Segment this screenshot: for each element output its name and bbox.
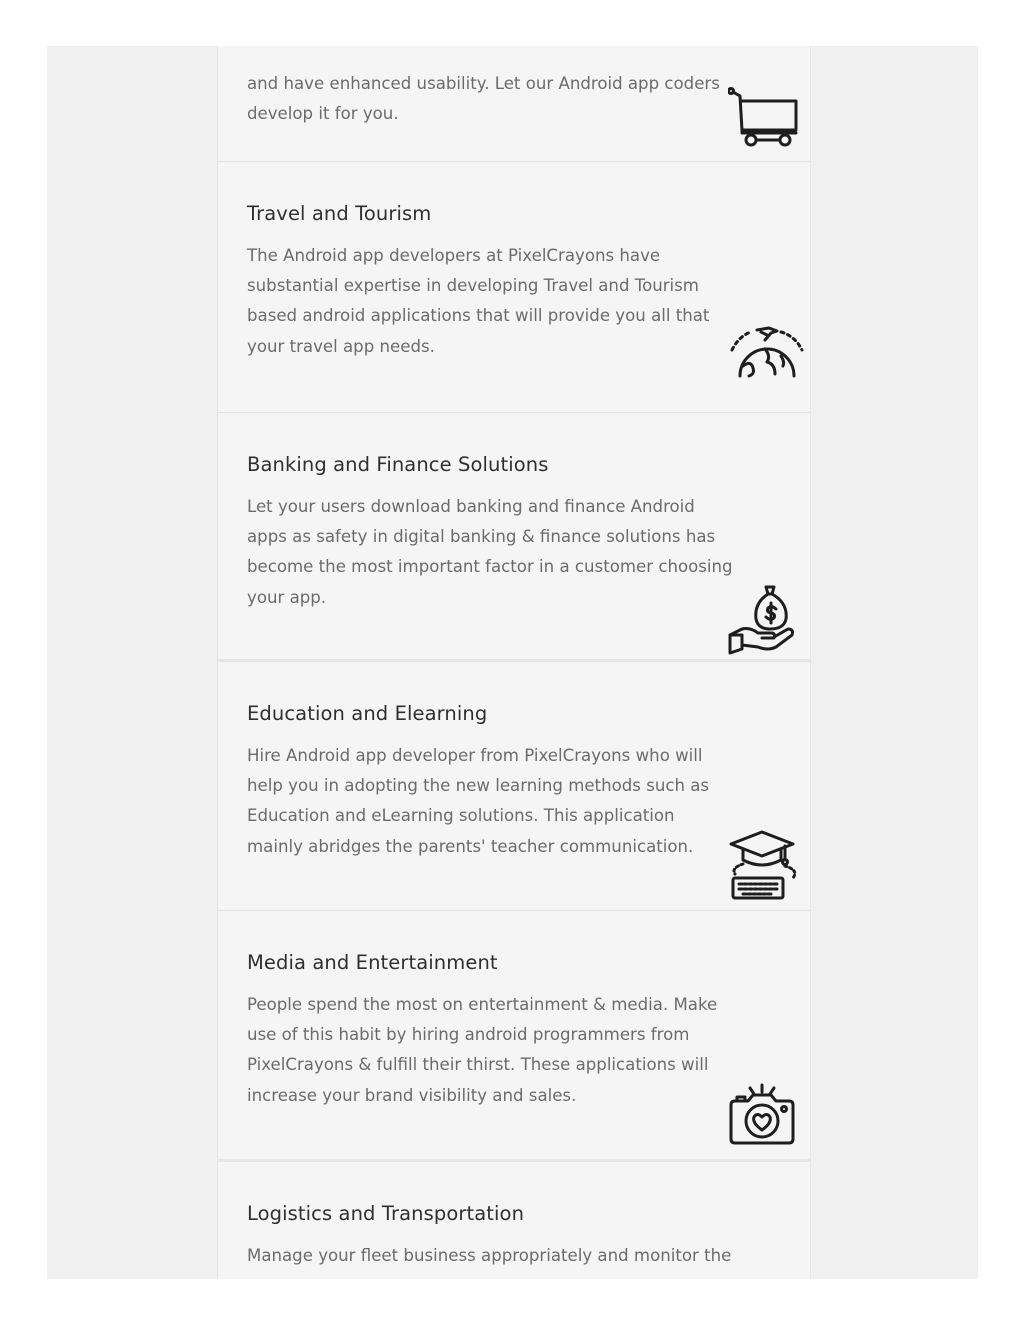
card-description-line: PixelCrayons & fulfill their thirst. These applications will	[247, 1055, 709, 1075]
card-description-line: Let your users download banking and finance Android	[247, 497, 695, 516]
card-description-line: help you in adopting the new learning methods such as	[247, 776, 710, 796]
card-description-line: apps as safety in digital banking & finance solutions has	[247, 527, 716, 547]
card-description	[247, 241, 723, 362]
industry-card-logistics	[218, 1162, 810, 1279]
card-description-line: Hire Android app developer from PixelCrayons who will	[247, 746, 703, 765]
card-description-line: use of this habit by hiring android programmers from	[247, 1025, 690, 1045]
card-description	[247, 1241, 732, 1271]
industry-card-ecommerce	[218, 46, 810, 162]
card-description-line: People spend the most on entertainment & media. Make	[247, 995, 718, 1014]
card-title: Education and Elearning	[247, 702, 488, 725]
industry-card-media	[218, 911, 810, 1162]
card-title: Travel and Tourism	[247, 202, 432, 225]
card-description	[247, 492, 733, 613]
industry-card-education	[218, 662, 810, 911]
graduation-cap-keyboard-icon	[729, 830, 799, 902]
card-description-line: become the most important factor in a customer choosing	[247, 557, 733, 577]
money-bag-hand-icon	[728, 583, 796, 655]
card-description-line: The Android app developers at PixelCrayons have	[247, 246, 661, 265]
card-description-line: increase your brand visibility and sales.	[247, 1085, 577, 1105]
card-title: Banking and Finance Solutions	[247, 453, 549, 476]
card-description-line: mainly abridges the parents' teacher communication.	[247, 836, 694, 856]
shopping-cart-icon	[728, 86, 802, 150]
card-title: Logistics and Transportation	[247, 1202, 525, 1225]
globe-travel-icon	[729, 326, 805, 378]
industry-card-banking	[218, 413, 810, 662]
industry-list	[217, 46, 811, 1279]
card-description-line: your app.	[247, 587, 327, 607]
camera-heart-icon	[728, 1083, 796, 1147]
card-description	[247, 741, 723, 862]
card-description-line: develop it for you.	[247, 104, 399, 124]
page-background	[47, 46, 978, 1279]
card-description-line: based android applications that will provide you all that	[247, 306, 710, 326]
card-description-line: Manage your fleet business appropriately and monitor the	[247, 1246, 732, 1265]
card-description-line: your travel app needs.	[247, 336, 435, 356]
card-description-line: substantial expertise in developing Travel and Tourism	[247, 276, 699, 296]
card-description	[247, 46, 723, 130]
card-title: Media and Entertainment	[247, 951, 498, 974]
card-description-line: and have enhanced usability. Let our Android app coders	[247, 74, 720, 94]
card-description	[247, 990, 723, 1111]
card-description-line: Education and eLearning solutions. This application	[247, 806, 675, 826]
industry-card-travel	[218, 162, 810, 413]
